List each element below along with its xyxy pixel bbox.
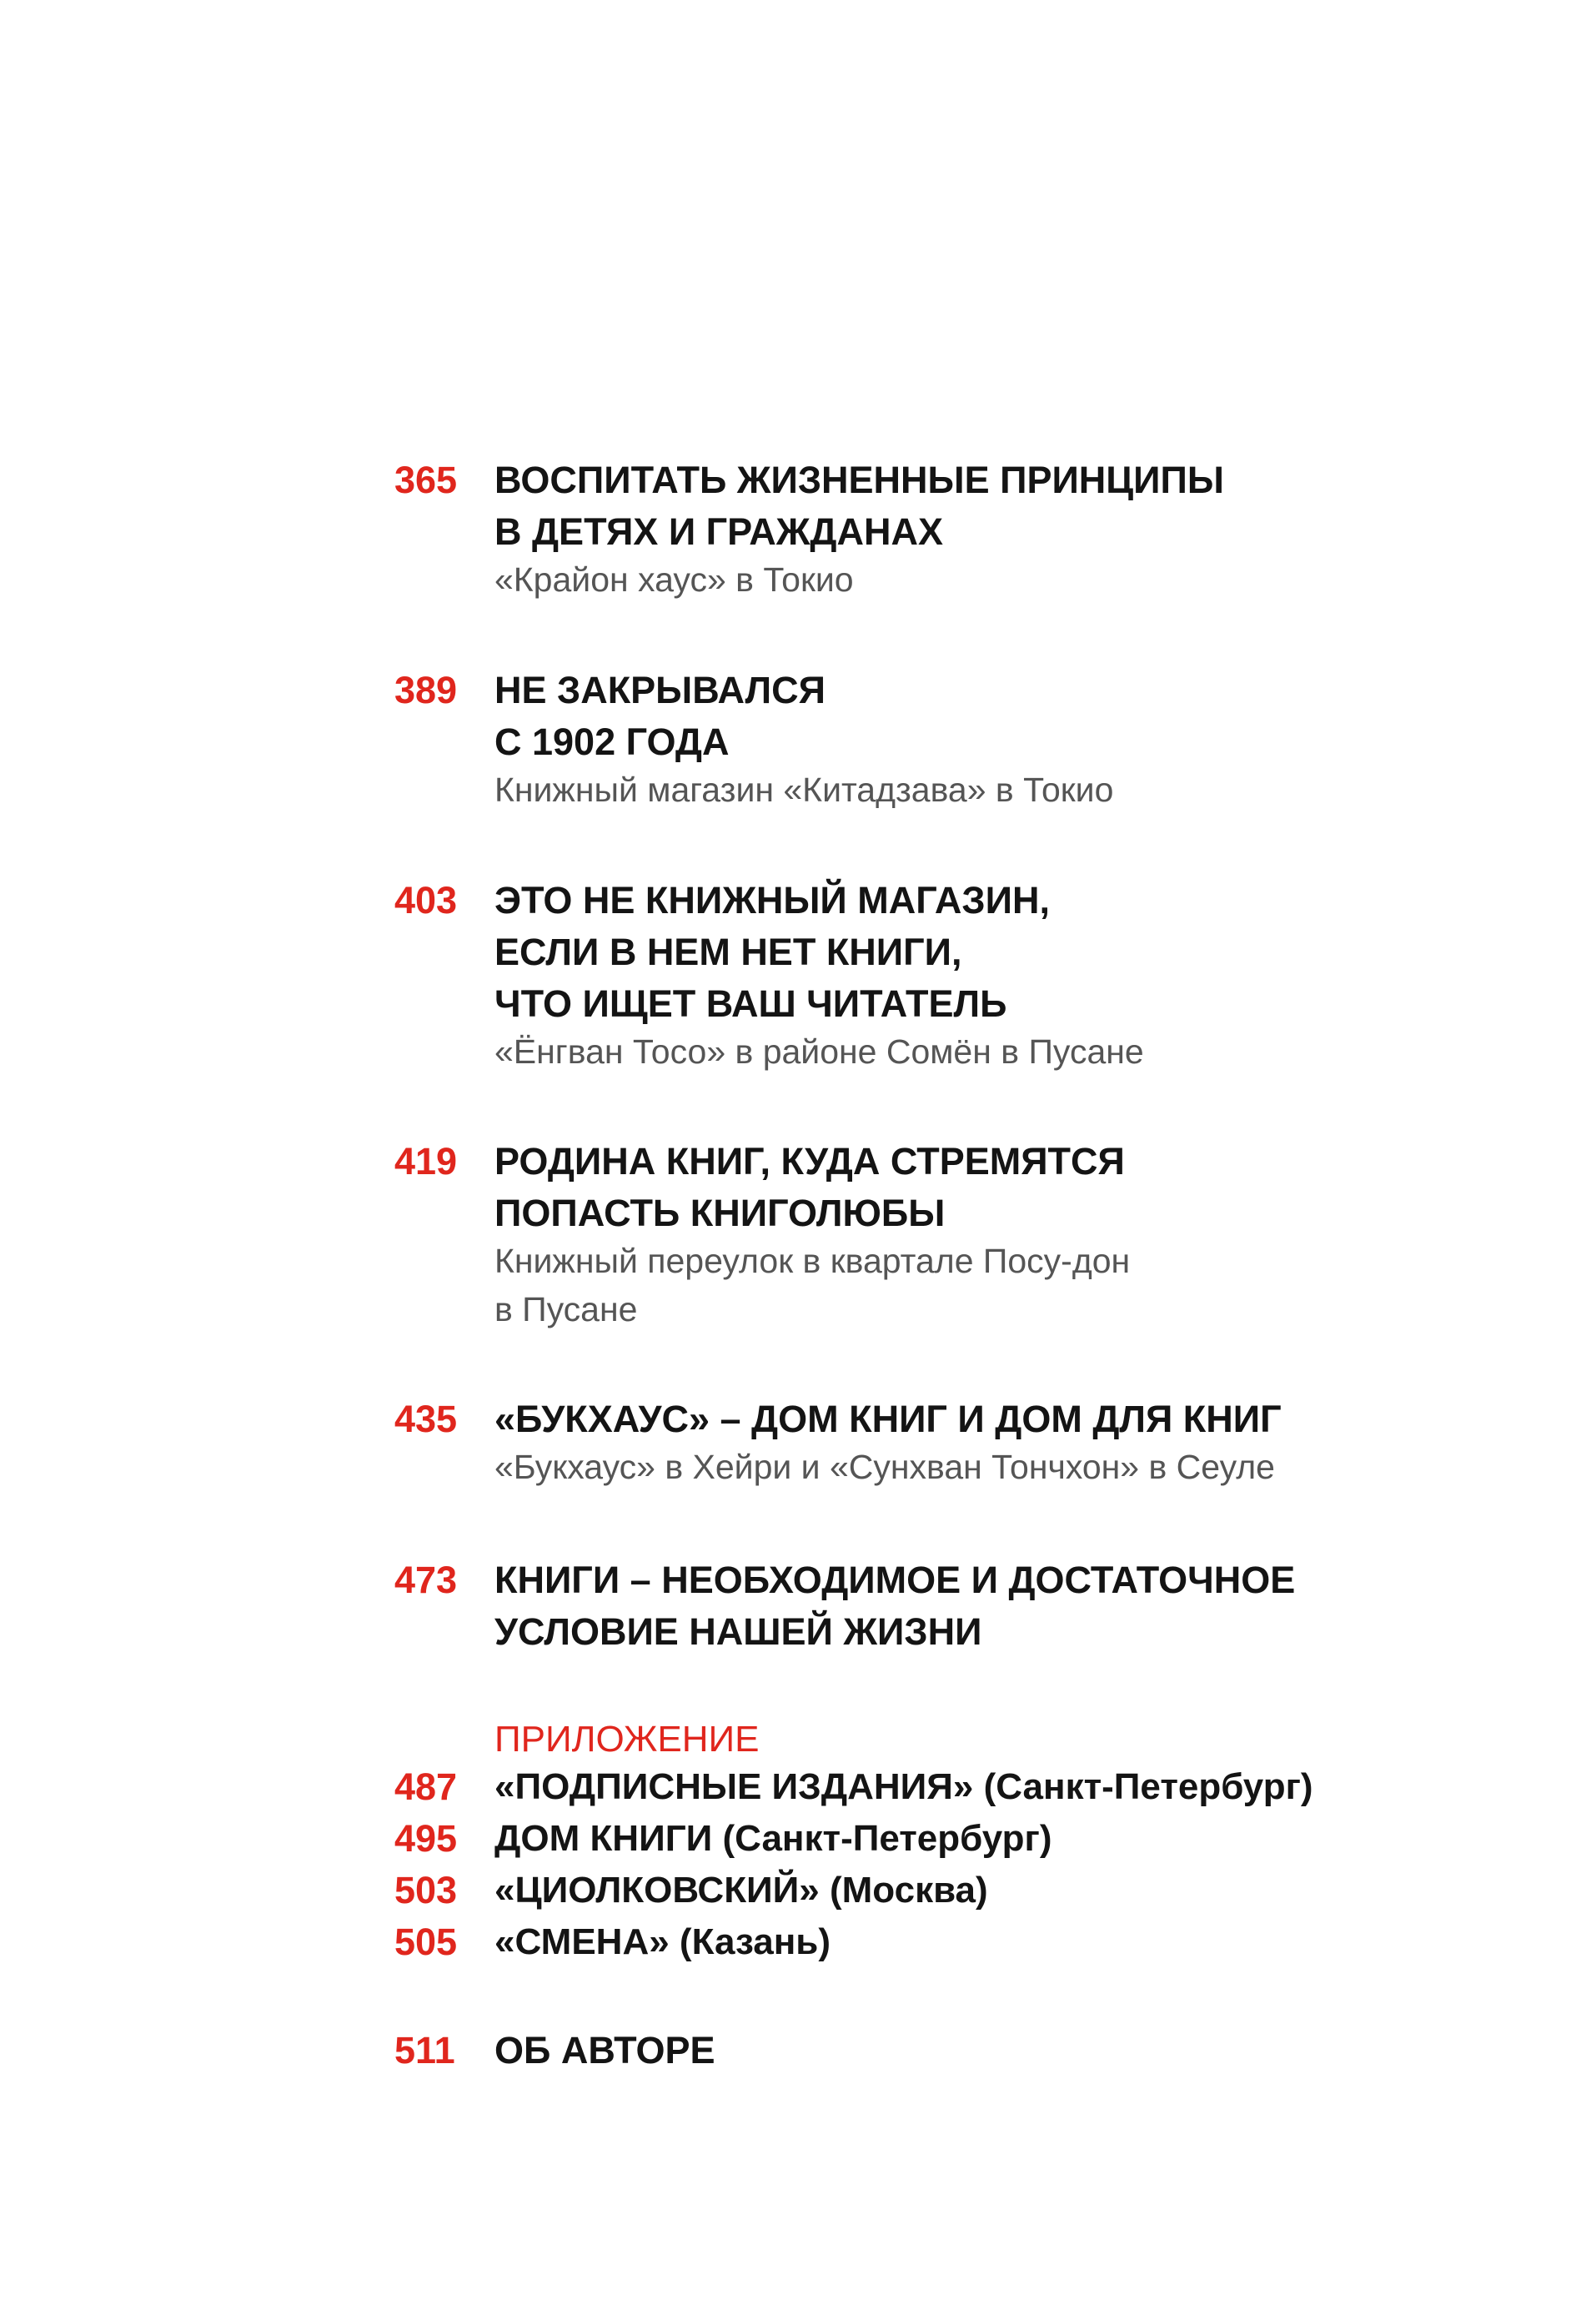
entry-subtitle-line: Книжный переулок в квартале Посу-дон [494,1242,1131,1280]
page-number: 505 [394,1921,458,1963]
page-number: 473 [394,1559,458,1601]
page-number: 435 [394,1398,458,1440]
entry-title-line: ЧТО ИЩЕТ ВАШ ЧИТАТЕЛЬ [494,982,1007,1025]
entry-title-line: В ДЕТЯХ И ГРАЖДАНАХ [494,510,943,553]
page-number: 419 [394,1140,458,1183]
page-number: 503 [394,1869,458,1911]
appendix-item-title: ДОМ КНИГИ (Санкт-Петербург) [494,1818,1052,1859]
page-number: 403 [394,879,458,921]
entry-subtitle-line: в Пусане [494,1290,638,1328]
entry-title-line: ОБ АВТОРЕ [494,2029,715,2071]
entry-subtitle-line: Книжный магазин «Китадзава» в Токио [494,771,1114,809]
entry-subtitle-line: «Крайон хаус» в Токио [494,560,854,599]
entry-title-line: НЕ ЗАКРЫВАЛСЯ [494,669,826,711]
page-number: 487 [394,1765,458,1808]
entry-title-line: ПОПАСТЬ КНИГОЛЮБЫ [494,1192,946,1234]
entry-title-line: РОДИНА КНИГ, КУДА СТРЕМЯТСЯ [494,1140,1125,1183]
entry-subtitle-line: «Ёнгван Тосо» в районе Сомён в Пусане [494,1032,1144,1071]
page-number: 389 [394,669,458,711]
entry-title-line: УСЛОВИЕ НАШЕЙ ЖИЗНИ [494,1610,982,1653]
page-number: 511 [394,2029,455,2071]
appendix-item-title: «ЦИОЛКОВСКИЙ» (Москва) [494,1870,988,1911]
entry-title-line: ВОСПИТАТЬ ЖИЗНЕННЫЕ ПРИНЦИПЫ [494,459,1224,501]
entry-title-line: КНИГИ – НЕОБХОДИМОЕ И ДОСТАТОЧНОЕ [494,1559,1296,1601]
entry-title-line: С 1902 ГОДА [494,721,730,763]
entry-subtitle-line: «Букхаус» в Хейри и «Сунхван Тончхон» в Сеуле [494,1448,1275,1486]
entry-title-line: «БУКХАУС» – ДОМ КНИГ И ДОМ ДЛЯ КНИГ [494,1398,1282,1440]
entry-title-line: ЕСЛИ В НЕМ НЕТ КНИГИ, [494,931,962,973]
entry-title-line: ЭТО НЕ КНИЖНЫЙ МАГАЗИН, [494,879,1050,921]
appendix-heading: ПРИЛОЖЕНИЕ [494,1719,760,1760]
page-number: 495 [394,1817,458,1860]
page-number: 365 [394,459,458,501]
appendix-item-title: «ПОДПИСНЫЕ ИЗДАНИЯ» (Санкт-Петербург) [494,1766,1313,1807]
appendix-item-title: «СМЕНА» (Казань) [494,1921,831,1962]
